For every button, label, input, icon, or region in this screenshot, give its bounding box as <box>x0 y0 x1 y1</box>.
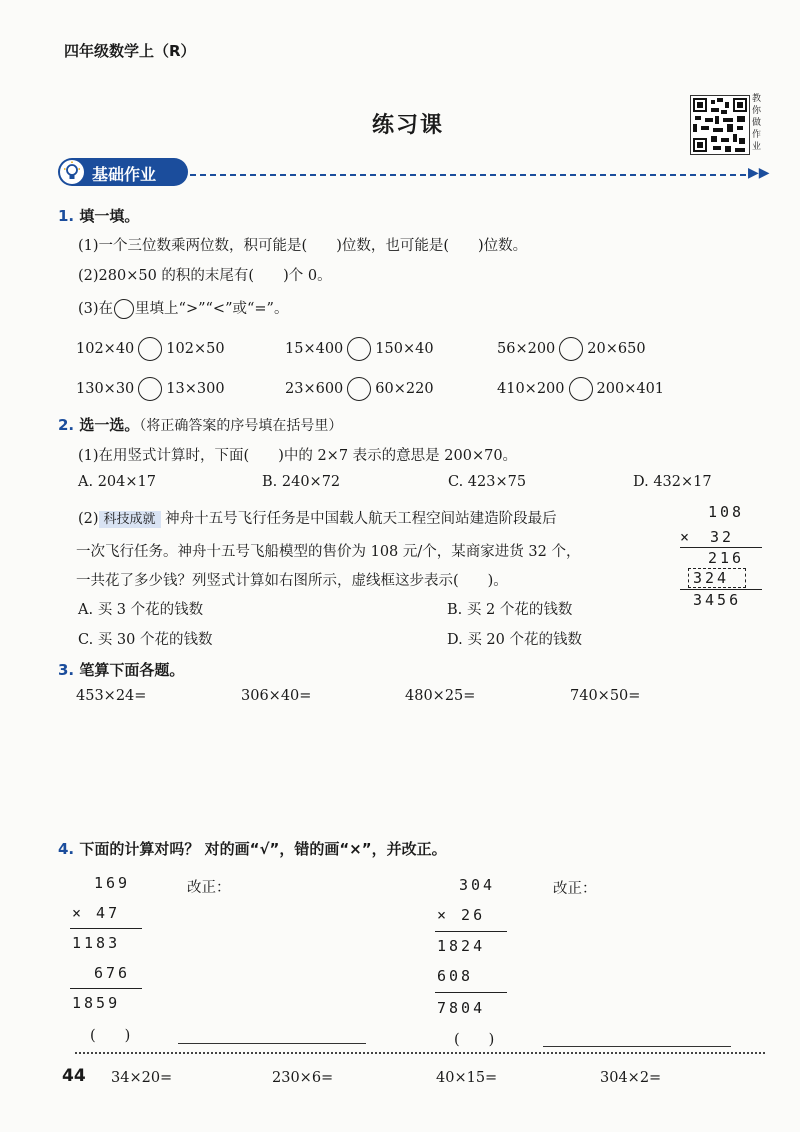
footer-divider <box>75 1052 765 1054</box>
q2-title: 选一选。 <box>79 416 140 434</box>
vertical-calc-row: × 47 <box>72 904 121 922</box>
answer-circle[interactable] <box>347 377 371 401</box>
q4-heading <box>58 838 447 859</box>
qr-caption: 教你做作业 <box>752 94 762 152</box>
comparison-right: 13×300 <box>166 381 225 397</box>
correction-answer-line[interactable] <box>178 1043 366 1044</box>
answer-circle[interactable] <box>347 337 371 361</box>
vertical-calc-row: 216 <box>708 549 745 567</box>
q2-option[interactable]: B. 240×72 <box>262 474 341 490</box>
calc-rule <box>435 992 507 993</box>
vertical-calc-row: 304 <box>459 876 496 894</box>
double-chevron-right-icon: ▶▶ <box>748 165 770 181</box>
q2-part2-prefix: (2) <box>78 511 99 527</box>
page-title: 练习课 <box>372 113 445 138</box>
q2-part2-line3: 一共花了多少钱？列竖式计算如右图所示，虚线框这步表示( )。 <box>76 573 508 589</box>
comparison-item <box>285 377 434 401</box>
banner-divider <box>190 174 746 176</box>
comparison-item <box>497 377 664 401</box>
answer-circle[interactable] <box>138 337 162 361</box>
q2-option[interactable]: A. 买 3 个花的钱数 <box>78 602 204 618</box>
q2-part2-line2: 一次飞行任务。神舟十五号飞船模型的售价为 108 元/个，某商家进货 32 个， <box>76 544 581 560</box>
answer-circle[interactable] <box>569 377 593 401</box>
comparison-left: 410×200 <box>497 381 565 397</box>
q1-part1: (1)一个三位数乘两位数，积可能是( )位数，也可能是( )位数。 <box>78 238 528 254</box>
comparison-right: 102×50 <box>166 341 225 357</box>
calc-rule <box>70 988 142 989</box>
q2-part2-text: 神舟十五号飞行任务是中国载人航天工程空间站建造阶段最后 <box>165 511 557 527</box>
compare-circle-icon <box>114 299 134 319</box>
q1-part3-lead: (3)在 <box>78 301 114 317</box>
q2-number: 2. <box>58 416 75 434</box>
q2-option[interactable]: C. 买 30 个花的钱数 <box>78 632 213 648</box>
comparison-left: 56×200 <box>497 341 556 357</box>
vertical-calc-row: 1859 <box>72 994 121 1012</box>
qr-code-icon[interactable] <box>690 95 750 155</box>
calc-rule <box>70 928 142 929</box>
q2-heading <box>58 414 342 435</box>
answer-parentheses[interactable]: ( ) <box>454 1032 495 1048</box>
q4-number: 4. <box>58 840 75 858</box>
q1-part3 <box>78 297 288 319</box>
comparison-item <box>285 337 434 361</box>
footer-problem: 34×20= <box>111 1070 173 1086</box>
calc-rule <box>435 931 507 932</box>
comparison-right: 200×401 <box>596 381 665 397</box>
comparison-left: 102×40 <box>76 341 135 357</box>
answer-circle[interactable] <box>138 377 162 401</box>
vertical-calc-row: 169 <box>94 874 131 892</box>
correction-answer-line[interactable] <box>543 1046 731 1047</box>
q2-part2-line1 <box>78 507 557 528</box>
q2-option[interactable]: B. 买 2 个花的钱数 <box>447 602 573 618</box>
q4-title: 下面的计算对吗？ 对的画“√”，错的画“×”，并改正。 <box>79 840 447 858</box>
vertical-calc-row: 108 <box>708 503 745 521</box>
comparison-left: 23×600 <box>285 381 344 397</box>
q2-option[interactable]: D. 432×17 <box>633 474 712 490</box>
calc-rule <box>680 547 762 548</box>
lightbulb-icon <box>60 160 84 184</box>
comparison-left: 130×30 <box>76 381 135 397</box>
q1-heading <box>58 205 139 226</box>
comparison-right: 20×650 <box>587 341 646 357</box>
comparison-item <box>76 337 225 361</box>
footer-problem: 40×15= <box>436 1070 498 1086</box>
footer-problem: 304×2= <box>600 1070 662 1086</box>
q3-problem: 453×24= <box>76 688 147 704</box>
vertical-calc-row: 1824 <box>437 937 486 955</box>
q1-number: 1. <box>58 207 75 225</box>
vertical-calc-row: 1183 <box>72 934 121 952</box>
page-number: 44 <box>62 1066 86 1086</box>
book-title: 四年级数学上（R） <box>64 42 196 60</box>
q2-option[interactable]: D. 买 20 个花的钱数 <box>447 632 582 648</box>
q3-heading <box>58 659 184 680</box>
comparison-item <box>76 377 225 401</box>
q2-option[interactable]: C. 423×75 <box>448 474 527 490</box>
vertical-calc-row: × 26 <box>437 906 486 924</box>
q3-number: 3. <box>58 661 75 679</box>
vertical-calc-row: 324 <box>693 569 730 587</box>
correction-label: 改正： <box>187 880 231 896</box>
correction-label: 改正： <box>553 881 597 897</box>
banner-label: 基础作业 <box>92 165 157 184</box>
q3-problem: 306×40= <box>241 688 312 704</box>
q3-title: 笔算下面各题。 <box>79 661 185 679</box>
vertical-calc-row: 3456 <box>693 591 742 609</box>
vertical-calc-row: 7804 <box>437 999 486 1017</box>
q3-problem: 740×50= <box>570 688 641 704</box>
q2-note: （将正确答案的序号填在括号里） <box>139 418 343 434</box>
vertical-calc-row: 676 <box>94 964 131 982</box>
comparison-right: 60×220 <box>375 381 434 397</box>
answer-parentheses[interactable]: ( ) <box>90 1028 131 1044</box>
comparison-left: 15×400 <box>285 341 344 357</box>
vertical-calc-row: 608 <box>437 967 474 985</box>
vertical-calc-row: × 32 <box>680 528 735 546</box>
q2-part1: (1)在用竖式计算时，下面( )中的 2×7 表示的意思是 200×70。 <box>78 448 518 464</box>
q2-option[interactable]: A. 204×17 <box>78 474 156 490</box>
q1-part2: (2)280×50 的积的末尾有( )个 0。 <box>78 268 332 284</box>
footer-problem: 230×6= <box>272 1070 334 1086</box>
calc-rule <box>680 589 762 590</box>
section-banner <box>58 158 188 186</box>
q3-problem: 480×25= <box>405 688 476 704</box>
answer-circle[interactable] <box>559 337 583 361</box>
tech-achievement-tag: 科技成就 <box>99 511 161 528</box>
q1-title: 填一填。 <box>79 207 140 225</box>
comparison-item <box>497 337 646 361</box>
q1-part3-text: 里填上“>”“<”或“=”。 <box>135 301 289 317</box>
comparison-right: 150×40 <box>375 341 434 357</box>
